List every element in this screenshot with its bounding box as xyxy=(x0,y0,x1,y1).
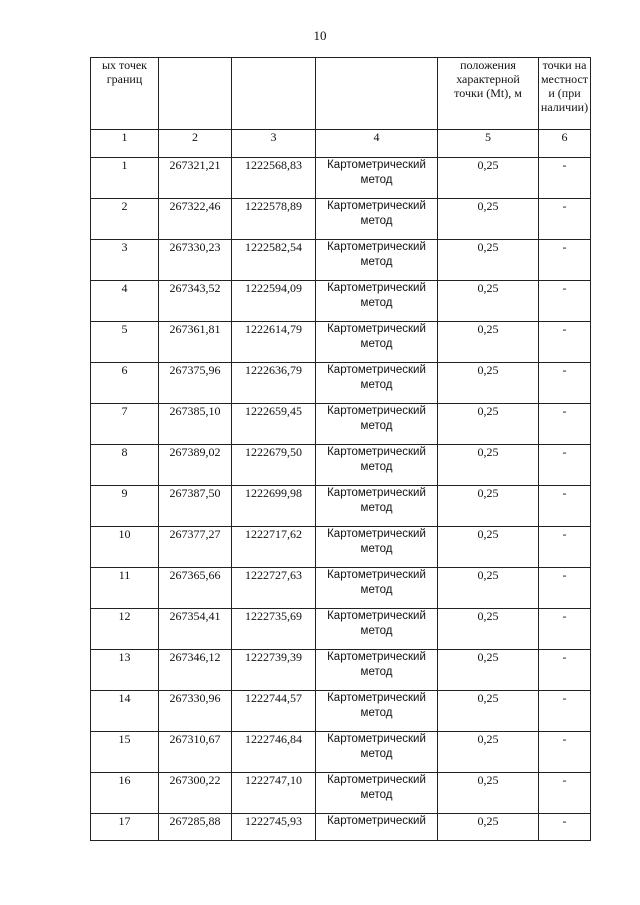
point-description-cell: - xyxy=(539,486,591,527)
method-cell: Картометрический метод xyxy=(316,691,438,732)
coordinate-x-cell: 267300,22 xyxy=(159,773,232,814)
column-number: 1 xyxy=(91,130,159,158)
point-number-cell: 3 xyxy=(91,240,159,281)
coordinate-x-cell: 267354,41 xyxy=(159,609,232,650)
accuracy-mt-cell: 0,25 xyxy=(438,322,539,363)
coordinate-x-cell: 267310,67 xyxy=(159,732,232,773)
method-cell: Картометрический метод xyxy=(316,609,438,650)
point-description-cell: - xyxy=(539,527,591,568)
table-row xyxy=(91,814,591,841)
table-row xyxy=(91,773,591,814)
method-cell: Картометрический метод xyxy=(316,199,438,240)
point-description-cell: - xyxy=(539,445,591,486)
accuracy-mt-cell: 0,25 xyxy=(438,199,539,240)
coordinate-y-cell: 1222747,10 xyxy=(232,773,316,814)
accuracy-mt-cell: 0,25 xyxy=(438,814,539,841)
coordinate-x-cell: 267343,52 xyxy=(159,281,232,322)
table-row xyxy=(91,650,591,691)
coordinate-y-cell: 1222727,63 xyxy=(232,568,316,609)
point-number-cell: 4 xyxy=(91,281,159,322)
table-row xyxy=(91,322,591,363)
table-row xyxy=(91,281,591,322)
header-cell xyxy=(316,58,438,130)
coordinate-y-cell: 1222746,84 xyxy=(232,732,316,773)
point-description-cell: - xyxy=(539,240,591,281)
header-text: точки на местност и (при наличии) xyxy=(540,58,589,114)
method-cell: Картометрический метод xyxy=(316,363,438,404)
point-number-cell: 6 xyxy=(91,363,159,404)
coordinate-x-cell: 267322,46 xyxy=(159,199,232,240)
table-row xyxy=(91,691,591,732)
table-row xyxy=(91,486,591,527)
header-row xyxy=(91,58,591,130)
accuracy-mt-cell: 0,25 xyxy=(438,527,539,568)
point-number-cell: 16 xyxy=(91,773,159,814)
method-cell: Картометрический метод xyxy=(316,322,438,363)
column-number: 2 xyxy=(159,130,232,158)
point-number-cell: 14 xyxy=(91,691,159,732)
coordinate-x-cell: 267346,12 xyxy=(159,650,232,691)
method-cell: Картометрический метод xyxy=(316,486,438,527)
column-number-row xyxy=(91,130,591,158)
coordinate-y-cell: 1222659,45 xyxy=(232,404,316,445)
point-description-cell: - xyxy=(539,814,591,841)
method-cell: Картометрический метод xyxy=(316,404,438,445)
table-row xyxy=(91,568,591,609)
point-description-cell: - xyxy=(539,568,591,609)
point-description-cell: - xyxy=(539,199,591,240)
column-number: 5 xyxy=(438,130,539,158)
table-row xyxy=(91,732,591,773)
table-row xyxy=(91,240,591,281)
accuracy-mt-cell: 0,25 xyxy=(438,773,539,814)
column-number: 6 xyxy=(539,130,591,158)
header-text: положения характерной точки (Mt), м xyxy=(454,58,522,100)
point-number-cell: 17 xyxy=(91,814,159,841)
accuracy-mt-cell: 0,25 xyxy=(438,240,539,281)
accuracy-mt-cell: 0,25 xyxy=(438,445,539,486)
coordinate-y-cell: 1222744,57 xyxy=(232,691,316,732)
method-cell: Картометрический метод xyxy=(316,240,438,281)
column-number: 3 xyxy=(232,130,316,158)
coordinate-y-cell: 1222745,93 xyxy=(232,814,316,841)
table-row xyxy=(91,404,591,445)
table-row xyxy=(91,609,591,650)
coordinate-x-cell: 267330,96 xyxy=(159,691,232,732)
method-cell: Картометрический метод xyxy=(316,445,438,486)
point-description-cell: - xyxy=(539,404,591,445)
coordinates-table-body xyxy=(91,58,591,841)
point-number-cell: 12 xyxy=(91,609,159,650)
point-number-cell: 11 xyxy=(91,568,159,609)
point-number-cell: 1 xyxy=(91,158,159,199)
point-number-cell: 5 xyxy=(91,322,159,363)
accuracy-mt-cell: 0,25 xyxy=(438,650,539,691)
table-row xyxy=(91,199,591,240)
coordinate-x-cell: 267377,27 xyxy=(159,527,232,568)
method-cell: Картометрический метод xyxy=(316,158,438,199)
coordinate-y-cell: 1222594,09 xyxy=(232,281,316,322)
header-cell xyxy=(159,58,232,130)
coordinate-y-cell: 1222739,39 xyxy=(232,650,316,691)
coordinate-x-cell: 267321,21 xyxy=(159,158,232,199)
page-number: 10 xyxy=(313,28,327,43)
coordinate-x-cell: 267375,96 xyxy=(159,363,232,404)
point-number-cell: 2 xyxy=(91,199,159,240)
point-description-cell: - xyxy=(539,773,591,814)
method-cell: Картометрический метод xyxy=(316,650,438,691)
coordinate-x-cell: 267385,10 xyxy=(159,404,232,445)
accuracy-mt-cell: 0,25 xyxy=(438,363,539,404)
accuracy-mt-cell: 0,25 xyxy=(438,158,539,199)
accuracy-mt-cell: 0,25 xyxy=(438,568,539,609)
point-number-cell: 15 xyxy=(91,732,159,773)
method-cell: Картометрический метод xyxy=(316,568,438,609)
accuracy-mt-cell: 0,25 xyxy=(438,732,539,773)
coordinate-y-cell: 1222582,54 xyxy=(232,240,316,281)
header-cell xyxy=(539,58,591,130)
table-row xyxy=(91,363,591,404)
coordinates-table xyxy=(90,57,591,841)
point-description-cell: - xyxy=(539,650,591,691)
point-description-cell: - xyxy=(539,691,591,732)
coordinate-y-cell: 1222679,50 xyxy=(232,445,316,486)
point-description-cell: - xyxy=(539,363,591,404)
table-row xyxy=(91,527,591,568)
point-number-cell: 10 xyxy=(91,527,159,568)
column-number: 4 xyxy=(316,130,438,158)
coordinate-x-cell: 267387,50 xyxy=(159,486,232,527)
coordinate-x-cell: 267389,02 xyxy=(159,445,232,486)
accuracy-mt-cell: 0,25 xyxy=(438,691,539,732)
point-number-cell: 8 xyxy=(91,445,159,486)
coordinate-y-cell: 1222699,98 xyxy=(232,486,316,527)
coordinate-y-cell: 1222578,89 xyxy=(232,199,316,240)
method-cell: Картометрический метод xyxy=(316,281,438,322)
method-cell: Картометрический метод xyxy=(316,527,438,568)
coordinate-y-cell: 1222568,83 xyxy=(232,158,316,199)
point-number-cell: 7 xyxy=(91,404,159,445)
point-description-cell: - xyxy=(539,732,591,773)
table-row xyxy=(91,445,591,486)
accuracy-mt-cell: 0,25 xyxy=(438,281,539,322)
coordinate-y-cell: 1222614,79 xyxy=(232,322,316,363)
header-cell xyxy=(91,58,159,130)
method-cell: Картометрический метод xyxy=(316,773,438,814)
coordinate-x-cell: 267365,66 xyxy=(159,568,232,609)
coordinate-x-cell: 267361,81 xyxy=(159,322,232,363)
point-description-cell: - xyxy=(539,322,591,363)
coordinate-y-cell: 1222717,62 xyxy=(232,527,316,568)
method-cell: Картометрический xyxy=(316,814,438,841)
accuracy-mt-cell: 0,25 xyxy=(438,404,539,445)
accuracy-mt-cell: 0,25 xyxy=(438,486,539,527)
point-description-cell: - xyxy=(539,609,591,650)
point-description-cell: - xyxy=(539,281,591,322)
header-cell xyxy=(438,58,539,130)
accuracy-mt-cell: 0,25 xyxy=(438,609,539,650)
point-description-cell: - xyxy=(539,158,591,199)
header-cell xyxy=(232,58,316,130)
table-row xyxy=(91,158,591,199)
point-number-cell: 9 xyxy=(91,486,159,527)
method-cell: Картометрический метод xyxy=(316,732,438,773)
header-text: ых точек границ xyxy=(101,58,148,86)
coordinate-x-cell: 267285,88 xyxy=(159,814,232,841)
coordinate-x-cell: 267330,23 xyxy=(159,240,232,281)
point-number-cell: 13 xyxy=(91,650,159,691)
coordinate-y-cell: 1222636,79 xyxy=(232,363,316,404)
coordinate-y-cell: 1222735,69 xyxy=(232,609,316,650)
